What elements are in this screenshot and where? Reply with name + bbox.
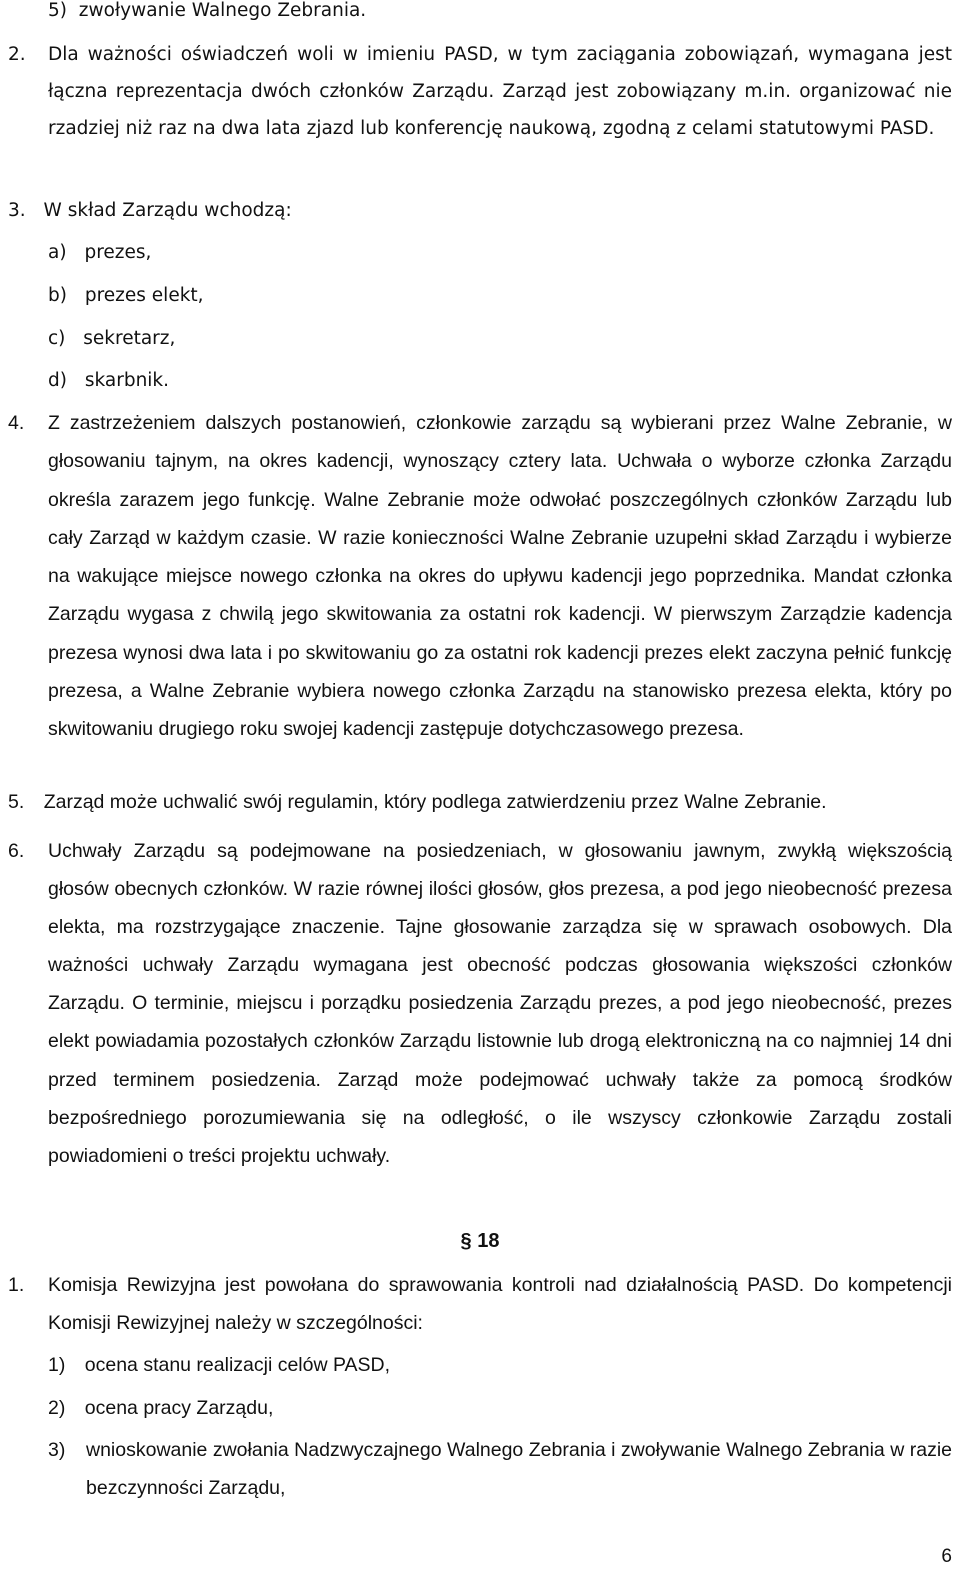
paragraph-4 xyxy=(8,404,952,749)
item-text: skarbnik. xyxy=(84,370,170,391)
item-text: prezes elekt, xyxy=(84,285,204,306)
paragraph-text: Komisja Rewizyjna jest powołana do sprawowania kontroli nad działalnością PASD. Do kompetencji Komisji Rewizyjnej należy w szczególności: xyxy=(48,1274,952,1334)
list-item-5 xyxy=(48,0,366,26)
item-text: wnioskowanie zwołania Nadzwyczajnego Walnego Zebrania i zwoływanie Walnego Zebrania w razie bezczynności Zarządu, xyxy=(86,1439,952,1499)
page-number: 6 xyxy=(941,1546,952,1567)
competence-item-2 xyxy=(48,1393,273,1423)
paragraph-number: 4. xyxy=(8,412,25,434)
sub-item-d xyxy=(48,366,169,396)
paragraph-number: 6. xyxy=(8,840,25,862)
item-letter: c) xyxy=(48,328,66,349)
sub-item-c xyxy=(48,324,175,354)
paragraph-text: Uchwały Zarządu są podejmowane na posiedzeniach, w głosowaniu jawnym, zwykłą większością głosów obecnych członków. W razie równej ilości głosów, głos prezesa, a pod jego nieobecność prezesa elekta, ma rozstrzygające znaczenie. Tajne głosowanie zarządza się w sprawach osobowych. Dla ważności uchwały Zarządu wymagana jest obecność podczas głosowania większości członków Zarządu. O terminie, miejscu i porządku posiedzenia Zarządu prezes, a pod jego nieobecność, prezes elekt powiadamia pozostałych członków Zarządu listownie lub drogą elektroniczną na co najmniej 14 dni przed terminem posiedzenia. Zarząd może podejmować uchwały także za pomocą środków bezpośredniego porozumiewania się na odległość, o ile wszyscy członkowie Zarządu zostali powiadomieni o treści projektu uchwały. xyxy=(48,840,952,1167)
item-letter: b) xyxy=(48,285,67,306)
item-number: 1) xyxy=(48,1354,66,1376)
sub-item-b xyxy=(48,281,204,311)
item-text: ocena pracy Zarządu, xyxy=(84,1397,274,1419)
paragraph-text: Z zastrzeżeniem dalszych postanowień, członkowie zarządu są wybierani przez Walne Zebranie, w głosowaniu tajnym, na okres kadencji, wynoszący cztery lata. Uchwała o wyborze członka Zarządu określa zarazem jego funkcję. Walne Zebranie może odwołać poszczególnych członków Zarządu lub cały Zarząd w każdym czasie. W razie konieczności Walne Zebranie uzupełni skład Zarządu i wybierze na wakujące miejsce nowego członka na okres do upływu kadencji jego poprzednika. Mandat członka Zarządu wygasa z chwilą jego skwitowania za ostatni rok kadencji. W pierwszym Zarządzie kadencja prezesa wynosi dwa lata i po skwitowaniu go za ostatni rok kadencji prezes elekt zaczyna pełnić funkcję prezesa, a Walne Zebranie wybiera nowego członka Zarządu na stanowisko prezesa elekta, który po skwitowaniu drugiego roku swojej kadencji zastępuje dotychczasowego prezesa. xyxy=(48,412,952,741)
paragraph-text: Dla ważności oświadczeń woli w imieniu PASD, w tym zaciągania zobowiązań, wymagana jest łączna reprezentacja dwóch członków Zarządu. Zarząd jest zobowiązany m.in. organizować nie rzadziej niż raz na dwa lata zjazd lub konferencję naukową, zgodną z celami statutowymi PASD. xyxy=(48,44,952,139)
item-text: zwoływanie Walnego Zebrania. xyxy=(78,0,367,21)
section-heading: § 18 xyxy=(460,1230,500,1252)
item-number: 3) xyxy=(48,1439,66,1461)
paragraph-number: 1. xyxy=(8,1274,25,1296)
item-text: sekretarz, xyxy=(83,328,176,349)
competence-item-3 xyxy=(48,1431,952,1507)
paragraph-6 xyxy=(8,832,952,1175)
item-number: 5) xyxy=(48,0,67,21)
item-number: 2) xyxy=(48,1397,66,1419)
item-letter: d) xyxy=(48,370,67,391)
paragraph-5 xyxy=(8,787,827,817)
sub-item-a xyxy=(48,238,151,268)
paragraph-text: W skład Zarządu wchodzą: xyxy=(43,200,292,221)
item-text: ocena stanu realizacji celów PASD, xyxy=(84,1354,391,1376)
section-paragraph-1 xyxy=(8,1266,952,1342)
paragraph-number: 3. xyxy=(8,200,26,221)
paragraph-text: Zarząd może uchwalić swój regulamin, który podlega zatwierdzeniu przez Walne Zebranie. xyxy=(43,791,827,813)
item-letter: a) xyxy=(48,242,67,263)
paragraph-3 xyxy=(8,196,292,226)
paragraph-number: 5. xyxy=(8,791,25,813)
item-text: prezes, xyxy=(84,242,152,263)
competence-item-1 xyxy=(48,1350,390,1380)
paragraph-number: 2. xyxy=(8,44,26,65)
paragraph-2 xyxy=(8,36,952,147)
